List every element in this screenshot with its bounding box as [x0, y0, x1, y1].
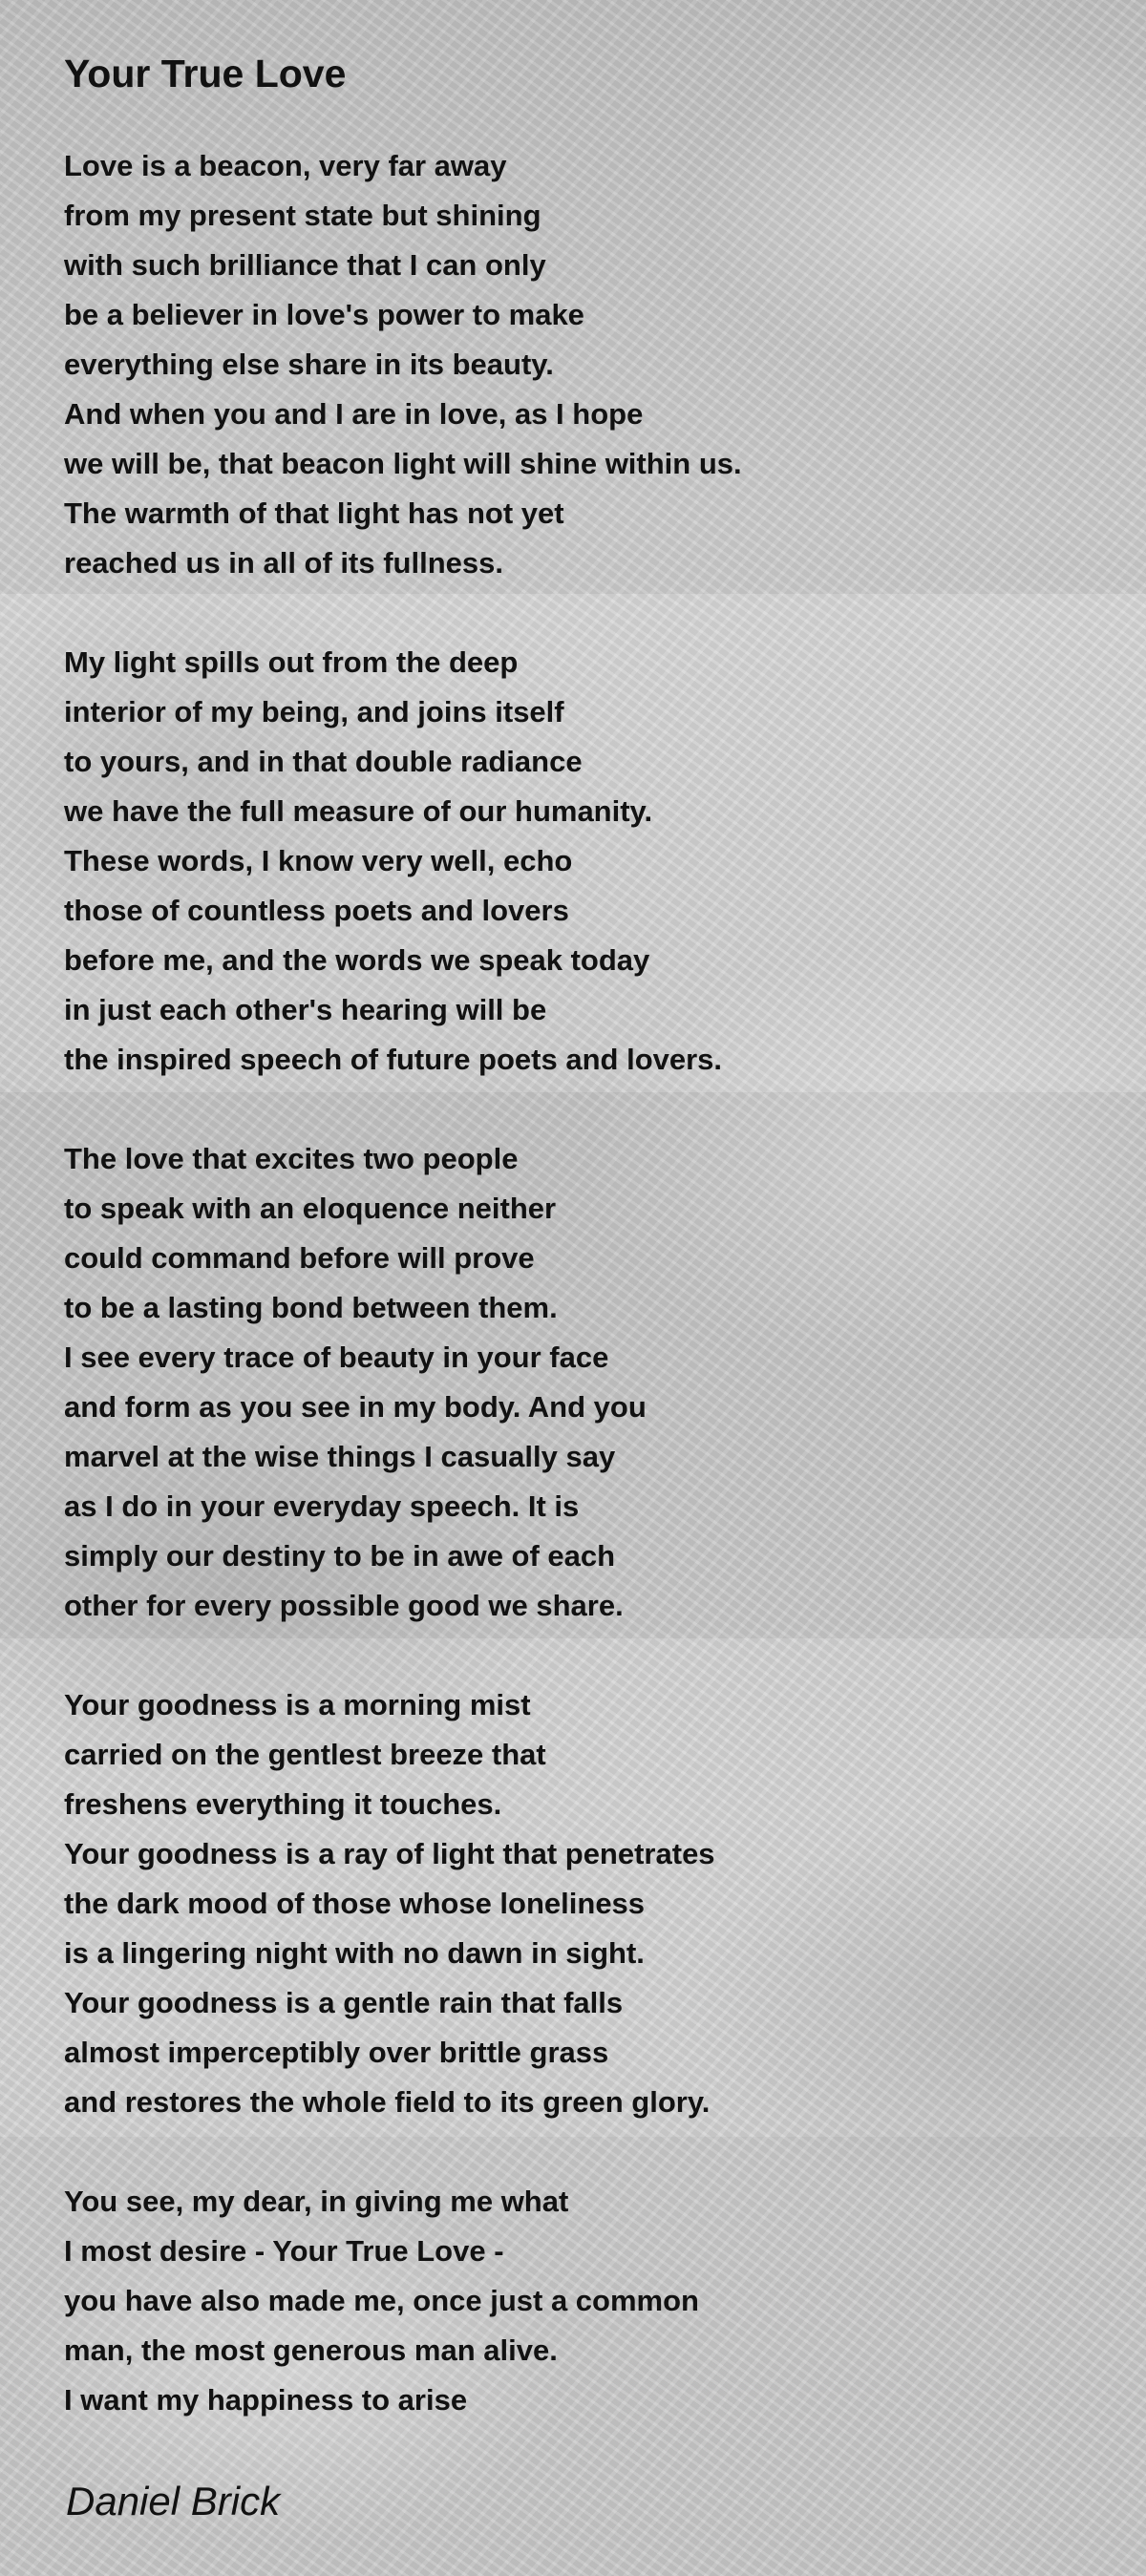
poem-line: My light spills out from the deep — [64, 645, 519, 679]
poem-line: And when you and I are in love, as I hope — [64, 397, 644, 431]
poem-line: the inspired speech of future poets and lovers. — [64, 1043, 723, 1076]
poem-line: Your goodness is a ray of light that penetrates — [64, 1837, 715, 1870]
poem-line: The warmth of that light has not yet — [64, 496, 564, 530]
poem-line: almost imperceptibly over brittle grass — [64, 2036, 609, 2069]
poem-line: You see, my dear, in giving me what — [64, 2185, 569, 2218]
poem-line: marvel at the wise things I casually say — [64, 1440, 616, 1473]
poem-line: you have also made me, once just a common — [64, 2284, 699, 2317]
poem-line: we will be, that beacon light will shine within us. — [64, 447, 742, 480]
poem-line: those of countless poets and lovers — [64, 894, 569, 927]
stanza-1 — [64, 141, 1114, 588]
poem-line: the dark mood of those whose loneliness — [64, 1887, 646, 1920]
poem-line: These words, I know very well, echo — [64, 844, 573, 877]
poem-line: and restores the whole field to its green glory. — [64, 2085, 711, 2119]
stanza-2 — [64, 638, 1114, 1085]
poem-line: as I do in your everyday speech. It is — [64, 1489, 580, 1523]
poem-line: Your goodness is a gentle rain that falls — [64, 1986, 624, 2019]
poem-line: to yours, and in that double radiance — [64, 745, 583, 778]
poem-body — [64, 46, 1114, 2475]
poem-line: I see every trace of beauty in your face — [64, 1341, 609, 1374]
poem-line: carried on the gentlest breeze that — [64, 1738, 546, 1771]
poem-line: is a lingering night with no dawn in sight. — [64, 1936, 645, 1970]
poem-line: to be a lasting bond between them. — [64, 1291, 558, 1324]
poem-line: man, the most generous man alive. — [64, 2333, 558, 2367]
poem-line: could command before will prove — [64, 1241, 535, 1275]
poem-line: with such brilliance that I can only — [64, 248, 546, 282]
poem-line: before me, and the words we speak today — [64, 943, 650, 977]
poem-line: we have the full measure of our humanity. — [64, 794, 653, 828]
stanza-3 — [64, 1134, 1114, 1631]
poem-line: to speak with an eloquence neither — [64, 1192, 557, 1225]
poem-line: I most desire - Your True Love - — [64, 2234, 504, 2268]
poem-line: reached us in all of its fullness. — [64, 546, 503, 580]
poem-line: interior of my being, and joins itself — [64, 695, 564, 728]
poem-line: other for every possible good we share. — [64, 1589, 624, 1622]
stanza-4 — [64, 1680, 1114, 2127]
poem-line: in just each other's hearing will be — [64, 993, 547, 1026]
poem-line: Love is a beacon, very far away — [64, 149, 507, 182]
poem-line: Your goodness is a morning mist — [64, 1688, 531, 1721]
stanza-5 — [64, 2177, 1114, 2425]
poem-line: everything else share in its beauty. — [64, 348, 554, 381]
poem-line: and form as you see in my body. And you — [64, 1390, 647, 1424]
poem-line: simply our destiny to be in awe of each — [64, 1539, 616, 1573]
poem-author: Daniel Brick — [66, 2479, 281, 2523]
poem-line: freshens everything it touches. — [64, 1787, 502, 1821]
poem-line: be a believer in love's power to make — [64, 298, 584, 331]
poem-line: from my present state but shining — [64, 199, 541, 232]
poem-line: I want my happiness to arise — [64, 2383, 468, 2417]
poem-line: The love that excites two people — [64, 1142, 519, 1175]
poem-title: Your True Love — [64, 52, 347, 95]
